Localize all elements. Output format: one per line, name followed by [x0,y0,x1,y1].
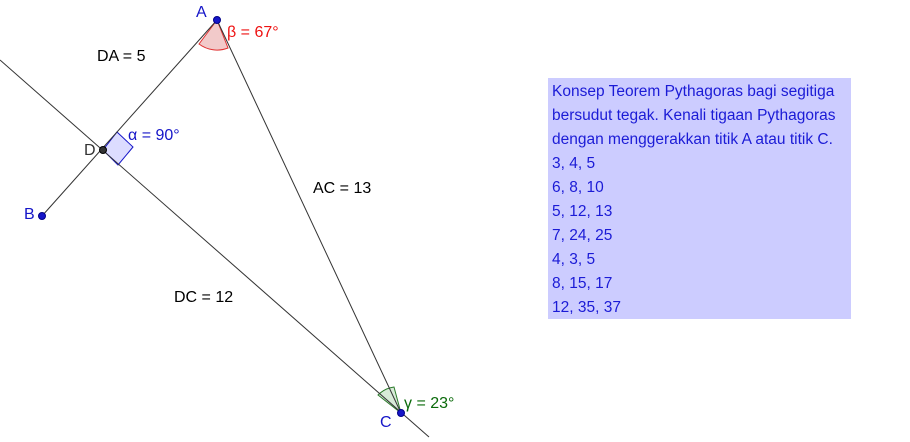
pythagorean-triple-item: 8, 15, 17 [552,275,613,292]
point-a[interactable] [214,17,221,24]
point-c-label: C [380,414,392,431]
angle-beta-label: β = 67° [227,24,279,41]
point-d [100,147,107,154]
segment-ac-label: AC = 13 [313,180,372,197]
pythagorean-triple-item: 3, 4, 5 [552,155,596,172]
info-text-line: Konsep Teorem Pythagoras bagi segitiga [552,83,835,100]
pythagorean-triple-item: 7, 24, 25 [552,227,613,244]
info-textbox [548,78,851,319]
info-text-line: dengan menggerakkan titik A atau titik C. [552,131,833,148]
point-a-label: A [196,4,207,21]
point-d-label: D [84,142,96,159]
angle-gamma-label: γ = 23° [404,395,455,412]
line-bc-extended [0,60,429,437]
pythagorean-triple-item: 4, 3, 5 [552,251,596,268]
segment-da-label: DA = 5 [97,48,146,65]
angle-alpha-label: α = 90° [128,127,180,144]
segment-dc-label: DC = 12 [174,289,234,306]
pythagorean-triple-item: 5, 12, 13 [552,203,613,220]
info-text-line: bersudut tegak. Kenali tigaan Pythagoras [552,107,836,124]
pythagorean-triple-item: 6, 8, 10 [552,179,604,196]
point-b[interactable] [39,213,46,220]
point-b-label: B [24,206,35,223]
pythagorean-triple-item: 12, 35, 37 [552,299,621,316]
segment-ac [217,20,401,413]
